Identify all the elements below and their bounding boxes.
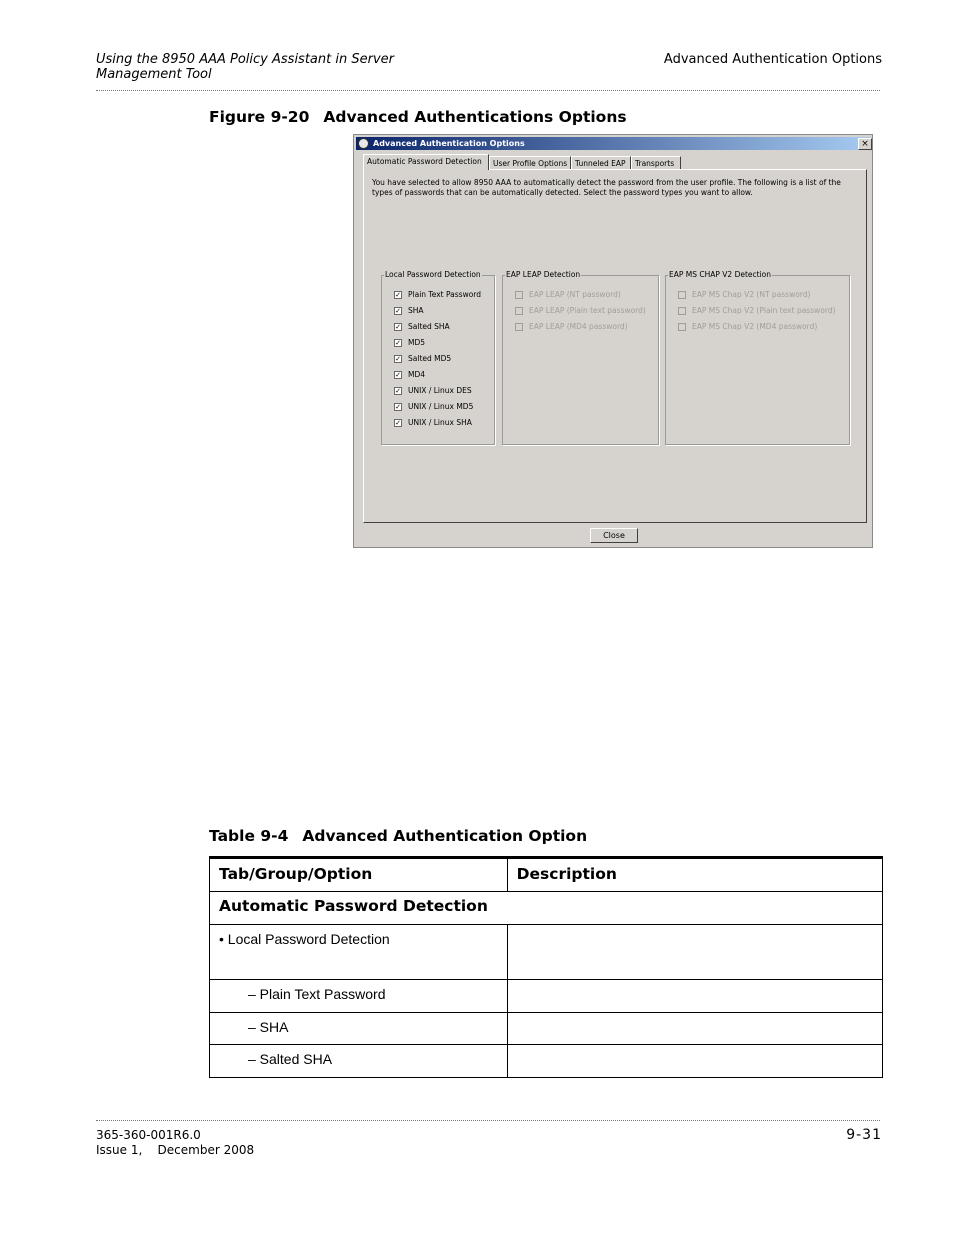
table-row (210, 1045, 883, 1078)
figure-caption (209, 108, 627, 126)
local-password-group (381, 270, 495, 445)
tab-transports[interactable]: Transports (631, 156, 681, 169)
checkbox-disabled-icon (678, 307, 686, 315)
column-header-description: Description (507, 858, 882, 892)
option-label: Salted MD5 (408, 354, 452, 363)
option-label: UNIX / Linux DES (408, 386, 472, 395)
table-section-row (210, 892, 883, 925)
header-left-line2: Management Tool (96, 67, 212, 82)
table-cell-option: – Plain Text Password (210, 980, 508, 1013)
table-cell-option: – SHA (210, 1013, 508, 1045)
advanced-auth-dialog (353, 134, 873, 548)
footer-left (96, 1128, 254, 1158)
table-number: Table 9-4 (209, 827, 289, 845)
table-cell-option: • Local Password Detection (210, 925, 508, 980)
option-label: SHA (408, 306, 424, 315)
table-cell-description (507, 1013, 882, 1045)
issue-date: Issue 1, December 2008 (96, 1143, 255, 1157)
tab-user-profile-options[interactable]: User Profile Options (489, 156, 571, 169)
table-cell-description (507, 980, 882, 1013)
running-header-right: Advanced Authentication Options (663, 52, 882, 67)
section-heading: Automatic Password Detection (210, 892, 883, 925)
dialog-title: Advanced Authentication Options (373, 139, 525, 148)
table-cell-option: – Salted SHA (210, 1045, 508, 1078)
table-row (210, 925, 883, 980)
tab-panel (363, 169, 867, 523)
tab-tunneled-eap[interactable]: Tunneled EAP (571, 156, 631, 169)
header-left-line1: Using the 8950 AAA Policy Assistant in Server (96, 52, 394, 67)
footer-divider (96, 1120, 880, 1121)
app-logo-icon (358, 138, 369, 149)
table-title: Advanced Authentication Option (302, 827, 588, 845)
checkbox-checked-icon[interactable]: ✓ (395, 371, 401, 379)
checkbox-checked-icon[interactable]: ✓ (395, 307, 401, 315)
checkbox-disabled-icon (678, 291, 686, 299)
eap-leap-group (502, 270, 659, 445)
checkbox-disabled-icon (515, 307, 523, 315)
figure-title: Advanced Authentications Options (323, 108, 627, 126)
document-id: 365-360-001R6.0 (96, 1128, 201, 1142)
checkbox-disabled-icon (515, 291, 523, 299)
option-label: EAP LEAP (MD4 password) (529, 322, 628, 331)
dialog-titlebar (356, 137, 870, 150)
local-password-group-label: Local Password Detection (385, 270, 481, 279)
intro-text: You have selected to allow 8950 AAA to automatically detect the password from the user profile. The following is a list of the types of passwords that can be automatically detected. Select the password types you want to allow. (372, 178, 841, 197)
option-label: MD5 (408, 338, 426, 347)
table-header-row (210, 858, 883, 892)
option-label: UNIX / Linux MD5 (408, 402, 474, 411)
table-caption (209, 827, 587, 845)
checkbox-checked-icon[interactable]: ✓ (395, 403, 401, 411)
table-cell-description (507, 1045, 882, 1078)
checkbox-checked-icon[interactable]: ✓ (395, 323, 401, 331)
option-label: EAP MS Chap V2 (Plain text password) (692, 306, 836, 315)
running-header-left (96, 52, 426, 82)
option-label: EAP MS Chap V2 (MD4 password) (692, 322, 818, 331)
option-label: MD4 (408, 370, 426, 379)
checkbox-checked-icon[interactable]: ✓ (395, 339, 401, 347)
eap-mschap-group (665, 270, 850, 445)
option-label: EAP MS Chap V2 (NT password) (692, 290, 811, 299)
checkbox-checked-icon[interactable]: ✓ (395, 355, 401, 363)
option-label: EAP LEAP (NT password) (529, 290, 621, 299)
close-icon[interactable]: × (858, 138, 872, 150)
option-label: EAP LEAP (Plain text password) (529, 306, 646, 315)
checkbox-disabled-icon (678, 323, 686, 331)
table-cell-description (507, 925, 882, 980)
eap-mschap-group-label: EAP MS CHAP V2 Detection (669, 270, 772, 279)
column-header-option: Tab/Group/Option (210, 858, 508, 892)
table-row (210, 1013, 883, 1045)
close-button[interactable]: Close (590, 528, 638, 543)
checkbox-checked-icon[interactable]: ✓ (395, 419, 401, 427)
page-number: 9-31 (846, 1127, 882, 1143)
figure-number: Figure 9-20 (209, 108, 310, 126)
tab-automatic-password-detection[interactable]: Automatic Password Detection (363, 154, 489, 170)
checkbox-checked-icon[interactable]: ✓ (395, 387, 401, 395)
eap-leap-group-label: EAP LEAP Detection (506, 270, 581, 279)
checkbox-checked-icon[interactable]: ✓ (395, 291, 401, 299)
option-label: Plain Text Password (408, 290, 482, 299)
table-row (210, 980, 883, 1013)
option-label: UNIX / Linux SHA (408, 418, 472, 427)
checkbox-disabled-icon (515, 323, 523, 331)
options-table (209, 856, 883, 1078)
header-divider (96, 90, 880, 91)
option-label: Salted SHA (408, 322, 450, 331)
